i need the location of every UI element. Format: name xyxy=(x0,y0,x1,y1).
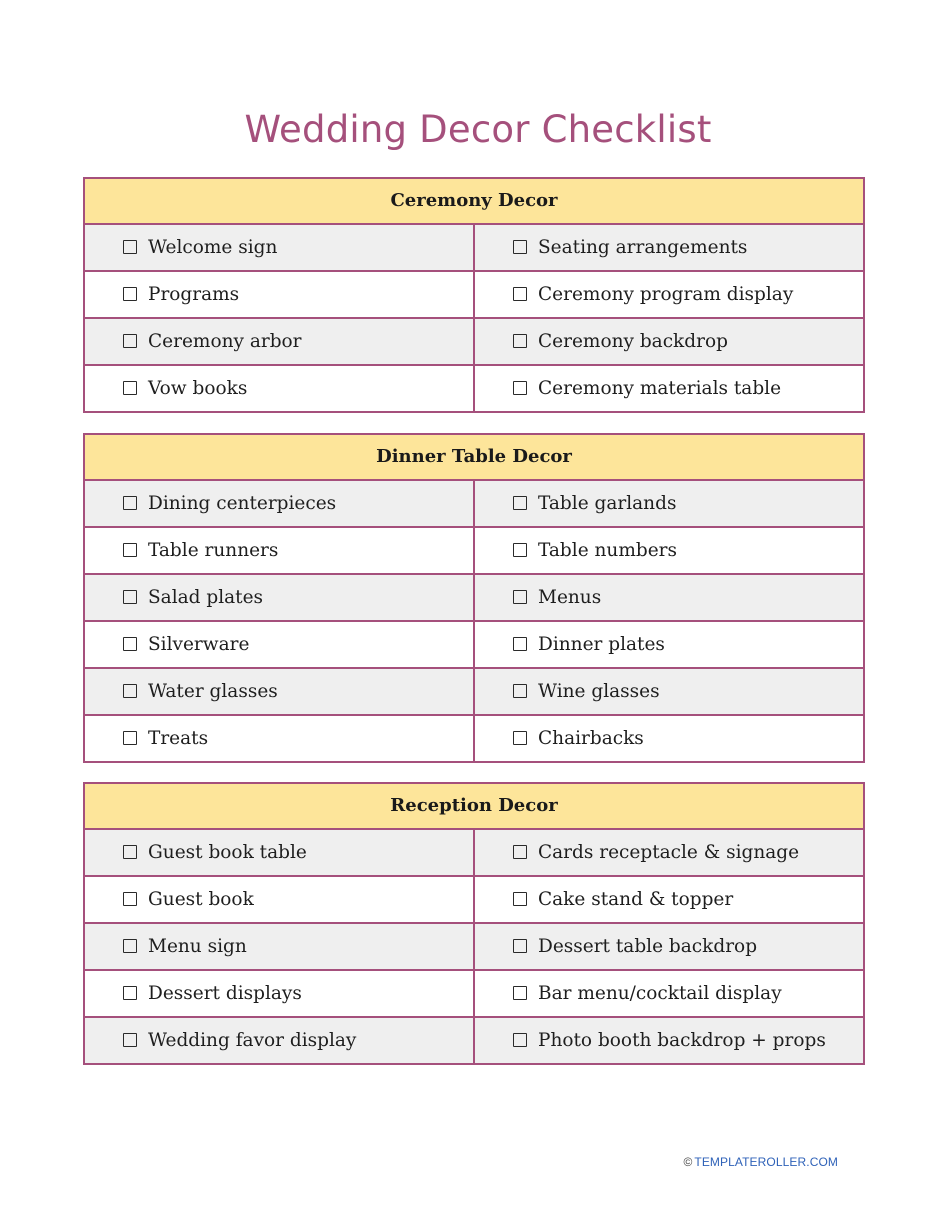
checklist-item[interactable] xyxy=(475,877,863,922)
copyright-icon: © xyxy=(683,1155,693,1169)
checklist-item[interactable] xyxy=(475,272,863,317)
checklist-item[interactable] xyxy=(475,830,863,875)
section-header: Ceremony Decor xyxy=(85,179,863,225)
checklist-item-label: Dinner plates xyxy=(538,634,665,655)
checkbox[interactable] xyxy=(123,590,137,604)
section-header: Reception Decor xyxy=(85,784,863,830)
checklist-item-label: Treats xyxy=(148,728,209,749)
checklist-item-label: Chairbacks xyxy=(538,728,644,749)
checklist-item-label: Table garlands xyxy=(538,493,677,514)
checkbox[interactable] xyxy=(513,986,527,1000)
checklist-item-label: Ceremony program display xyxy=(538,284,794,305)
table-row xyxy=(85,971,863,1018)
checklist-item[interactable] xyxy=(85,225,475,270)
checklist-item[interactable] xyxy=(85,319,475,364)
checklist-item-label: Silverware xyxy=(148,634,250,655)
section-header: Dinner Table Decor xyxy=(85,435,863,481)
checklist-item-label: Ceremony backdrop xyxy=(538,331,728,352)
checklist-item[interactable] xyxy=(475,971,863,1016)
checkbox[interactable] xyxy=(123,637,137,651)
checklist-item[interactable] xyxy=(85,575,475,620)
table-row xyxy=(85,830,863,877)
checklist-item[interactable] xyxy=(475,669,863,714)
checklist-item-label: Menu sign xyxy=(148,936,247,957)
table-row xyxy=(85,669,863,716)
table-row xyxy=(85,877,863,924)
checklist-item-label: Dessert table backdrop xyxy=(538,936,758,957)
checkbox[interactable] xyxy=(123,939,137,953)
checklist-item[interactable] xyxy=(85,366,475,411)
checklist-item-label: Wine glasses xyxy=(538,681,660,702)
table-row xyxy=(85,366,863,411)
checklist-item-label: Welcome sign xyxy=(148,237,278,258)
checkbox[interactable] xyxy=(123,892,137,906)
checklist-item[interactable] xyxy=(85,877,475,922)
checkbox[interactable] xyxy=(513,845,527,859)
checklist-item[interactable] xyxy=(475,481,863,526)
checkbox[interactable] xyxy=(513,939,527,953)
checklist-item[interactable] xyxy=(475,716,863,761)
checklist-item-label: Table numbers xyxy=(538,540,678,561)
checklist-item-label: Photo booth backdrop + props xyxy=(538,1030,826,1051)
checklist-item[interactable] xyxy=(85,669,475,714)
checkbox[interactable] xyxy=(123,684,137,698)
checkbox[interactable] xyxy=(513,590,527,604)
checkbox[interactable] xyxy=(513,496,527,510)
checklist-item-label: Guest book xyxy=(148,889,254,910)
table-row xyxy=(85,528,863,575)
checklist-item-label: Programs xyxy=(148,284,240,305)
section-reception-decor xyxy=(83,782,865,1065)
checklist-item[interactable] xyxy=(475,575,863,620)
checkbox[interactable] xyxy=(123,334,137,348)
checklist-item[interactable] xyxy=(85,716,475,761)
footer-link[interactable]: TEMPLATEROLLER.COM xyxy=(694,1155,838,1169)
checkbox[interactable] xyxy=(123,543,137,557)
checkbox[interactable] xyxy=(123,287,137,301)
checkbox[interactable] xyxy=(513,381,527,395)
checklist-item[interactable] xyxy=(475,319,863,364)
checklist-item[interactable] xyxy=(475,1018,863,1063)
checkbox[interactable] xyxy=(513,637,527,651)
checklist-item[interactable] xyxy=(85,481,475,526)
checkbox[interactable] xyxy=(123,986,137,1000)
table-row xyxy=(85,622,863,669)
checkbox[interactable] xyxy=(513,1033,527,1047)
checkbox[interactable] xyxy=(123,731,137,745)
checklist-item[interactable] xyxy=(85,272,475,317)
checkbox[interactable] xyxy=(123,381,137,395)
checklist-item[interactable] xyxy=(85,971,475,1016)
checklist-item[interactable] xyxy=(85,622,475,667)
checklist-item-label: Dessert displays xyxy=(148,983,302,1004)
footer-credit xyxy=(683,1155,838,1169)
checklist-item[interactable] xyxy=(475,366,863,411)
checklist-item-label: Seating arrangements xyxy=(538,237,748,258)
checklist-item[interactable] xyxy=(475,528,863,573)
checkbox[interactable] xyxy=(123,1033,137,1047)
checklist-item-label: Guest book table xyxy=(148,842,307,863)
checklist-item-label: Cards receptacle & signage xyxy=(538,842,800,863)
table-row xyxy=(85,225,863,272)
checklist-item-label: Vow books xyxy=(148,378,248,399)
checkbox[interactable] xyxy=(513,892,527,906)
checklist-item[interactable] xyxy=(85,528,475,573)
checkbox[interactable] xyxy=(123,496,137,510)
section-ceremony-decor xyxy=(83,177,865,413)
checklist-item[interactable] xyxy=(85,830,475,875)
page-title: Wedding Decor Checklist xyxy=(244,108,712,151)
checkbox[interactable] xyxy=(513,684,527,698)
table-row xyxy=(85,1018,863,1063)
checkbox[interactable] xyxy=(513,240,527,254)
table-row xyxy=(85,924,863,971)
checklist-item-label: Dining centerpieces xyxy=(148,493,337,514)
checklist-item[interactable] xyxy=(85,1018,475,1063)
checklist-item-label: Menus xyxy=(538,587,602,608)
table-row xyxy=(85,716,863,761)
checklist-item[interactable] xyxy=(475,622,863,667)
checklist-item-label: Water glasses xyxy=(148,681,278,702)
checkbox[interactable] xyxy=(513,731,527,745)
checklist-item[interactable] xyxy=(85,924,475,969)
checklist-item-label: Ceremony materials table xyxy=(538,378,782,399)
checklist-item[interactable] xyxy=(475,225,863,270)
table-row xyxy=(85,319,863,366)
checklist-item[interactable] xyxy=(475,924,863,969)
checklist-item-label: Cake stand & topper xyxy=(538,889,734,910)
table-row xyxy=(85,575,863,622)
checkbox[interactable] xyxy=(513,334,527,348)
checkbox[interactable] xyxy=(123,845,137,859)
checklist-item-label: Ceremony arbor xyxy=(148,331,302,352)
checkbox[interactable] xyxy=(513,543,527,557)
checklist-item-label: Wedding favor display xyxy=(148,1030,357,1051)
table-row xyxy=(85,481,863,528)
checklist-item-label: Table runners xyxy=(148,540,279,561)
section-dinner-table-decor xyxy=(83,433,865,763)
checklist-item-label: Salad plates xyxy=(148,587,264,608)
table-row xyxy=(85,272,863,319)
checkbox[interactable] xyxy=(513,287,527,301)
checklist-item-label: Bar menu/cocktail display xyxy=(538,983,782,1004)
checkbox[interactable] xyxy=(123,240,137,254)
